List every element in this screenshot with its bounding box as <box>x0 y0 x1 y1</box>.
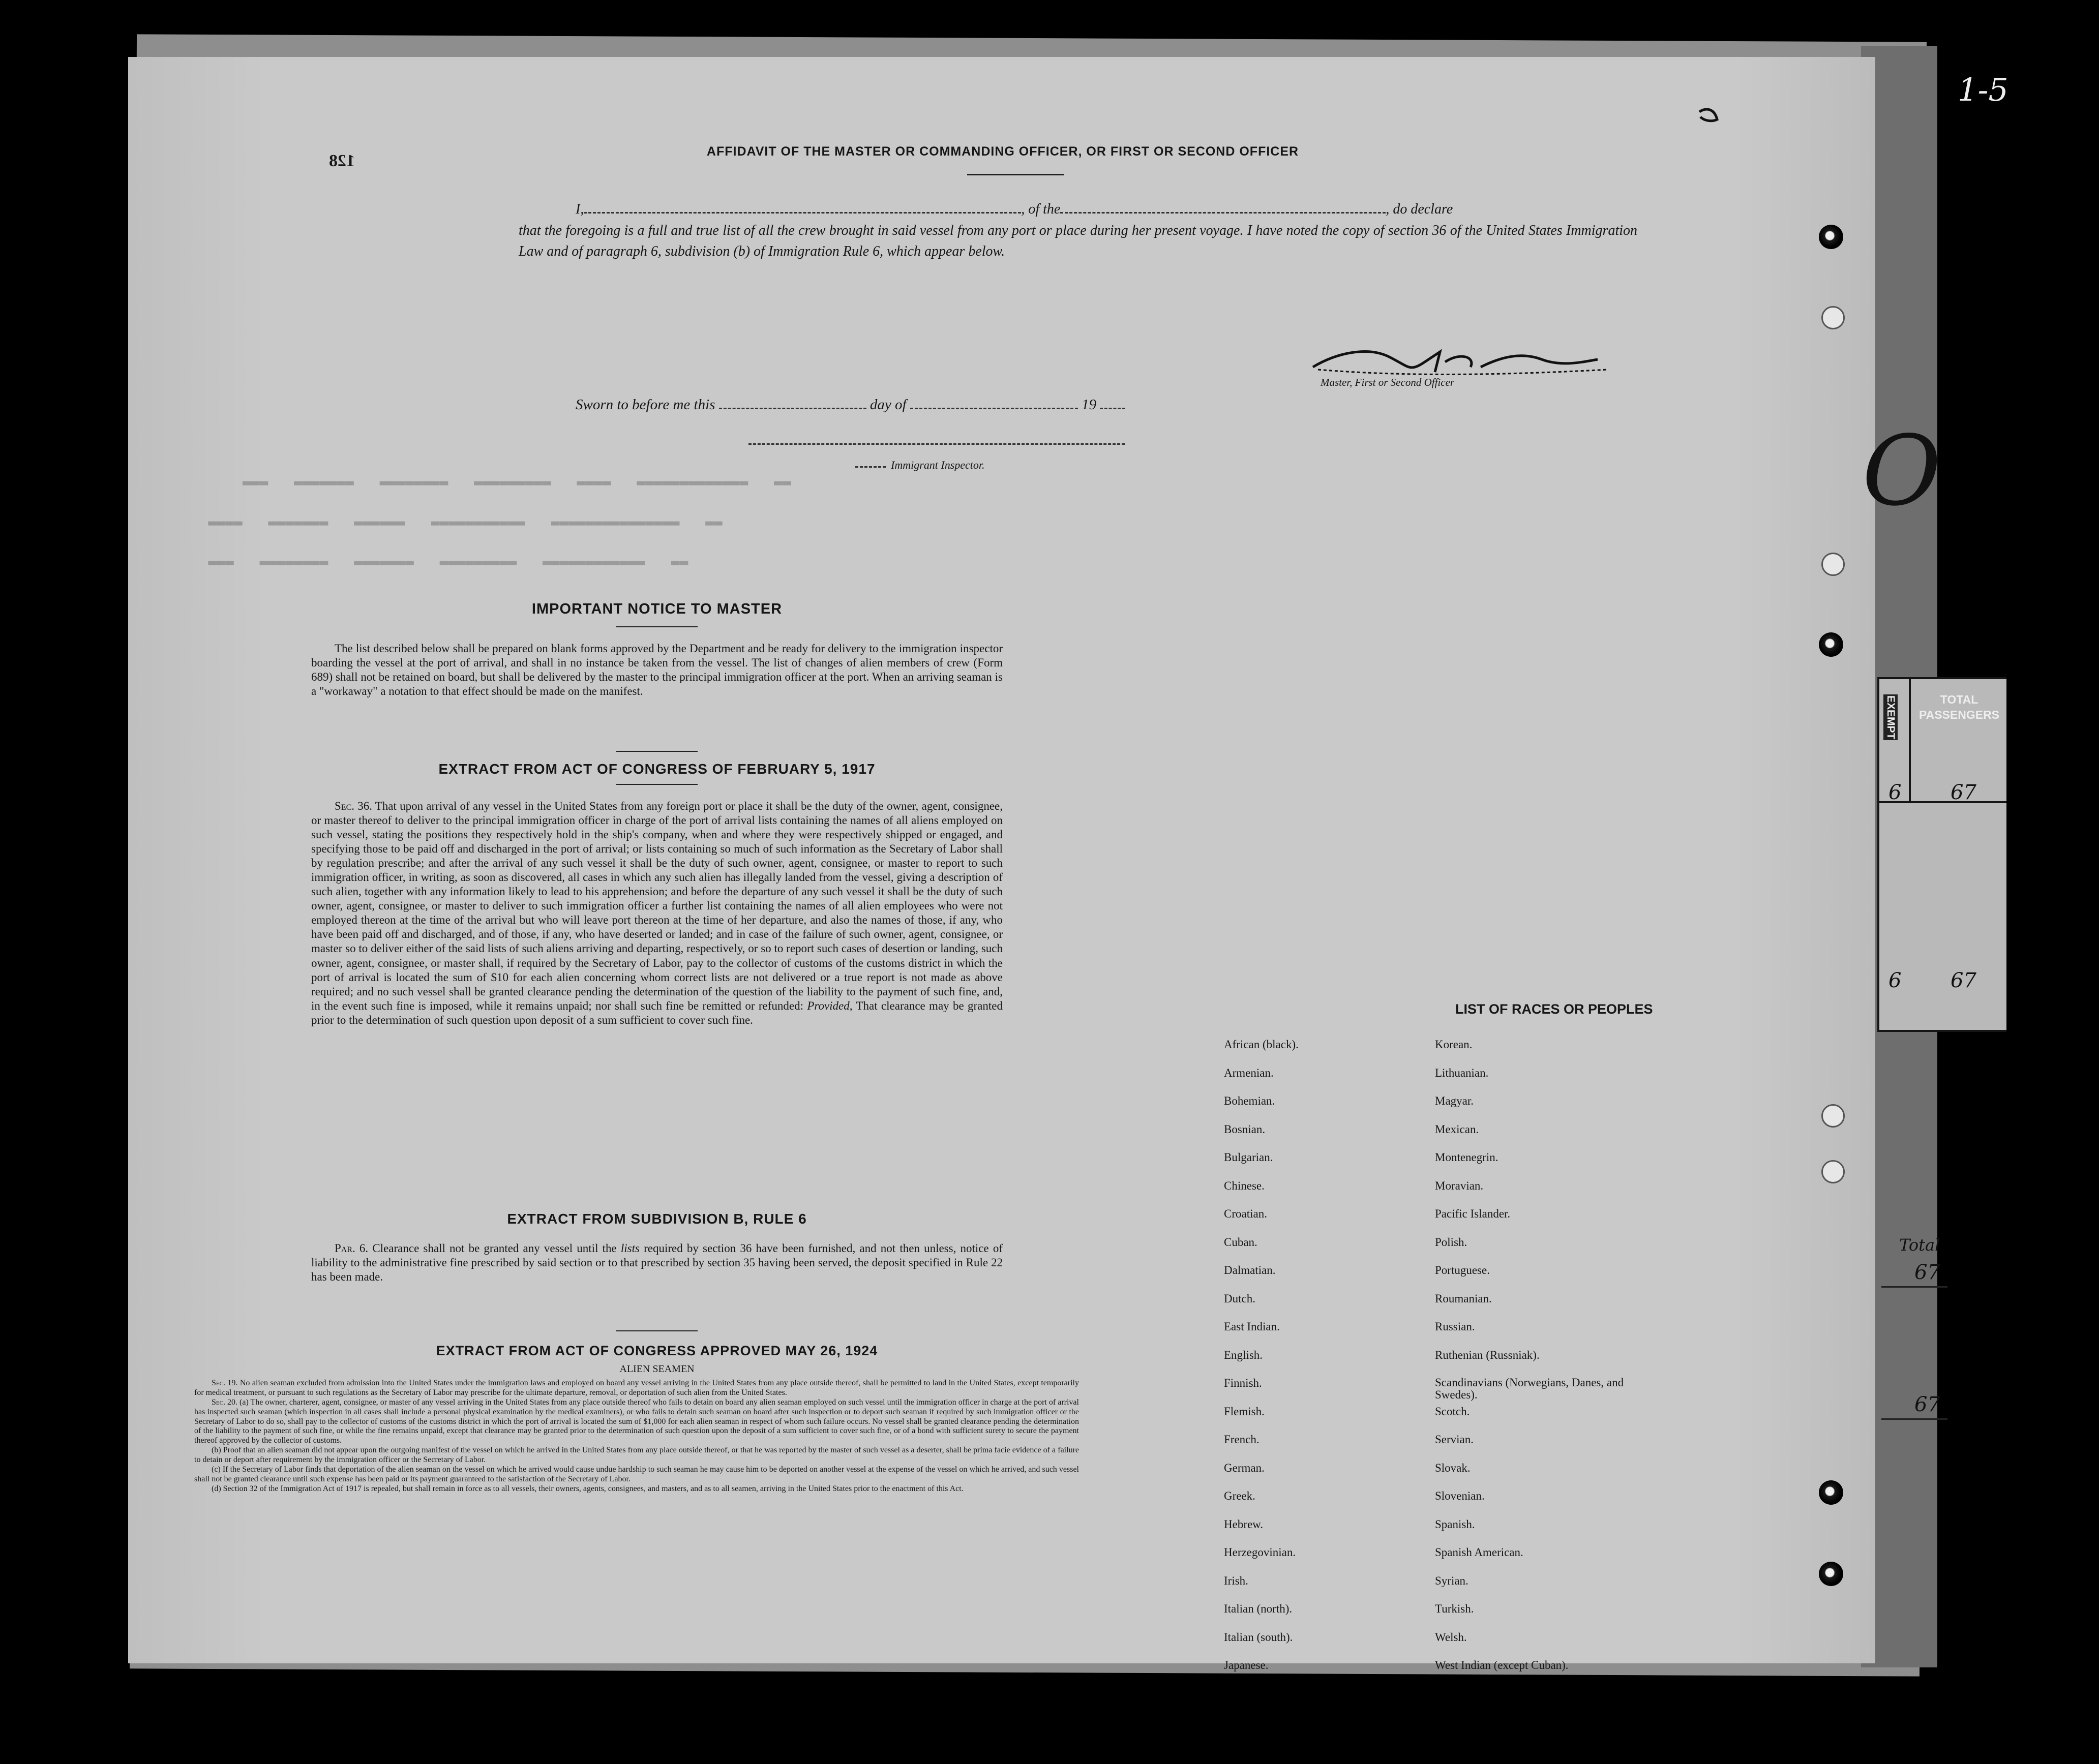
total-passengers-box <box>1877 677 2006 1032</box>
punch-hole <box>1819 225 1843 249</box>
sworn-month-blank <box>910 399 1078 409</box>
affidavit-declaration-line <box>576 199 1696 220</box>
section-36-block <box>311 799 1003 1027</box>
race-item: Scandinavians (Norwegians, Danes, and Swedes). <box>1435 1376 1624 1402</box>
race-item: Irish. <box>1224 1574 1248 1587</box>
race-item: Scotch. <box>1435 1405 1470 1418</box>
race-item: Ruthenian (Russniak). <box>1435 1348 1540 1361</box>
sworn-day-blank <box>719 399 866 409</box>
lists-word: lists <box>620 1242 640 1255</box>
race-item: Russian. <box>1435 1320 1475 1333</box>
notice-rule <box>616 626 698 627</box>
alien-seamen-subtitle: ALIEN SEAMEN <box>619 1363 695 1375</box>
races-title: LIST OF RACES OR PEOPLES <box>1455 1001 1653 1017</box>
sworn-day-label: day of <box>869 397 907 413</box>
race-item: Turkish. <box>1435 1602 1474 1615</box>
race-item: Flemish. <box>1224 1405 1265 1418</box>
sec-36-label: Sec. 36. <box>335 800 372 812</box>
title-rule <box>967 174 1064 175</box>
punch-hole <box>1819 1480 1843 1505</box>
race-item: Syrian. <box>1435 1574 1468 1587</box>
extract-1924-block <box>194 1379 1079 1494</box>
race-item: Lithuanian. <box>1435 1066 1489 1079</box>
race-item: Dalmatian. <box>1224 1264 1276 1276</box>
notice-title: IMPORTANT NOTICE TO MASTER <box>531 601 783 617</box>
sworn-line <box>576 397 1125 413</box>
sec-36-text-end: That clearance may be granted prior to the determination of such question upon deposit of a sum sufficient to cover such fine. <box>311 999 1003 1026</box>
sec-36-text: That upon arrival of any vessel in the United States from any foreign port or place it shall be the duty of the owner, agent, consignee, or master thereof to deliver to the principal immigration officer in charge of the port of arrival lists containing the names of all aliens employed on such vessel, stating the positions they respectively hold in the ship's company, when and where they were respectively shipped or engaged, and specifying those to be paid off and discharged in the port of arrival; or lists containing so much of such information as the Secretary of Labor shall by regulation prescribe; and after the arrival of any such vessel it shall be the duty of such owner, agent, consignee, or master to report to such immigration officer, in writing, as soon as discovered, all cases in which any such alien has illegally landed from the vessel, giving a description of such alien, together with any information likely to lead to his apprehension; and before the departure of any such vessel it shall be the duty of such owner, agent, consignee, or master to deliver to such immigration officer a further list containing the names of all alien employees who were not employed thereon at the time of the arrival but who will leave port thereon at the time of her departure, and also the names of those, if any, who have been paid off and discharged, and of those, if any, who have deserted or landed; and in case of the failure of such owner, agent, consignee, or master so to deliver either of the said lists of such aliens arriving and departing, respectively, or so to report such cases of desertion or landing, such owner, agent, consignee, or master shall, if required by the Secretary of Labor, pay to the collector of customs of the customs district in which the port of arrival is located the sum of $10 for each alien concerning whom correct lists are not delivered or a true report is not made as above required; and no such vessel shall be granted clearance pending the determination of the question of the liability to the payment of such fine, and, in the event such fine is imposed, while it remains unpaid; nor shall such fine be remitted or refunded: <box>311 800 1003 1012</box>
exempt-label: EXEMPT <box>1883 694 1898 740</box>
exempt-count-2: 6 <box>1888 969 1902 992</box>
race-item: Moravian. <box>1435 1179 1484 1192</box>
race-item: Greek. <box>1224 1489 1255 1502</box>
sworn-year-label: 19 <box>1082 397 1097 413</box>
race-item: Cuban. <box>1224 1235 1257 1249</box>
total-underline <box>1881 1418 1947 1420</box>
sec-20b-text: (b) Proof that an alien seaman did not appear upon the outgoing manifest of the vessel on which he arrived in the United States from any place outside thereof, or that he was reported by the master of such vessel as a deserter, shall be prima facie evidence of a failure to detain or deport after requirement by the immigration officer or the Secretary of Labor. <box>194 1446 1079 1464</box>
race-item: African (black). <box>1224 1038 1299 1051</box>
total-passengers-header: TOTAL PASSENGERS <box>1918 693 2000 721</box>
inspector-caption: Immigrant Inspector. <box>891 459 985 471</box>
race-item: Slovak. <box>1435 1461 1471 1474</box>
punch-hole <box>1819 1562 1843 1586</box>
corner-scribble <box>1694 102 1725 132</box>
total-underline <box>1881 1286 1947 1288</box>
vessel-blank <box>1060 203 1386 214</box>
bleed-through-text: ▬▬▬ ▬▬▬▬▬▬▬ ▬▬▬▬▬▬▬▬ ▬▬▬▬▬▬▬▬▬ ▬▬▬▬ ▬▬▬▬▬▬▬▬▬▬▬▬▬ ▬▬ ▬▬▬▬ ▬▬▬▬▬▬▬ ▬▬▬▬▬▬ ▬▬▬▬▬▬▬▬▬▬▬ ▬▬▬▬▬▬▬▬▬▬▬▬▬▬▬ ▬▬ ▬▬▬ ▬▬▬▬▬▬▬▬ ▬▬▬▬▬▬▬ ▬▬▬▬▬▬▬▬▬ ▬▬▬▬▬▬▬▬▬▬▬▬ ▬▬ <box>208 474 791 571</box>
race-item: Spanish American. <box>1435 1546 1523 1559</box>
punch-hole <box>1821 1160 1845 1183</box>
rule6-rule <box>616 1330 698 1331</box>
race-item: Pacific Islander. <box>1435 1207 1511 1220</box>
i-label: I, <box>576 201 584 217</box>
reverse-stamp-number: 128 <box>329 151 355 170</box>
race-item: Herzegovinian. <box>1224 1546 1296 1559</box>
race-item: Portuguese. <box>1435 1264 1490 1276</box>
race-item: Bosnian. <box>1224 1122 1266 1136</box>
par-6-label: Par. 6. <box>335 1242 369 1255</box>
declare-label: , do declare <box>1386 201 1453 217</box>
sec-20c-text: (c) If the Secretary of Labor finds that deportation of the alien seaman on the vessel on which he arrived would cause undue hardship to such seaman he may cause him to be deported on another vessel at the expense of the vessel on which he arrived, and such vessel shall not be granted clearance until such expense has been paid or its payment guaranteed to the satisfaction of the Secretary of Labor. <box>194 1465 1079 1483</box>
sec-20d-text: (d) Section 32 of the Immigration Act of 1917 is repealed, but shall remain in force as to all vessels, their owners, agents, consignees, and masters, and as to all seamen, arriving in the United States prior to the enactment of this Act. <box>212 1484 964 1493</box>
of-the-label: , of the <box>1021 201 1061 217</box>
race-item: Slovenian. <box>1435 1489 1485 1502</box>
race-item: Servian. <box>1435 1433 1474 1446</box>
rule6-block <box>311 1241 1003 1284</box>
notice-text: The list described below shall be prepared on blank forms approved by the Department and be ready for delivery to the immigration inspector boarding the vessel at the port of arrival, and shall in no instance be taken from the vessel. The list of changes of alien members of crew (Form 689) shall not be retained on board, but shall be delivered by the master to the principal immigration officer at the port. When an arriving seaman is a "workaway" a notation to that effect should be made on the manifest. <box>311 642 1003 698</box>
race-item: Croatian. <box>1224 1207 1267 1220</box>
rule6-title: EXTRACT FROM SUBDIVISION B, RULE 6 <box>507 1211 807 1227</box>
race-item: Welsh. <box>1435 1630 1467 1644</box>
race-item: Hebrew. <box>1224 1517 1264 1531</box>
provided-label: Provided, <box>807 999 853 1012</box>
race-item: Dutch. <box>1224 1292 1255 1305</box>
punch-hole <box>1819 632 1843 657</box>
total-label: Total <box>1899 1235 1940 1255</box>
punch-hole <box>1821 1104 1845 1128</box>
inspector-signature-line <box>748 443 1125 445</box>
sec-19-text: No alien seaman excluded from admission into the United States under the immigration laws and employed on board any vessel arriving in the United States from any place outside thereof, shall be permitted to land in the United States, except temporarily for medical treatment, or pursuant to such regulations as the Secretary of Labor may prescribe for the ultimate departure, removal, or deportation of such alien from the United States. <box>194 1379 1079 1397</box>
sec-19-label: Sec. 19. <box>212 1379 238 1387</box>
race-item: French. <box>1224 1433 1260 1446</box>
inspector-dash <box>855 466 886 468</box>
extract-1917-rule-top <box>616 751 698 752</box>
race-item: Chinese. <box>1224 1179 1265 1192</box>
name-blank <box>584 203 1021 214</box>
page-number: 1-5 <box>1958 71 2008 108</box>
race-item: Finnish. <box>1224 1377 1262 1389</box>
race-item: West Indian (except Cuban). <box>1435 1659 1569 1671</box>
sec-20a-text: (a) The owner, charterer, agent, consignee, or master of any vessel arriving in the United States from any place outside thereof who fails to detain on board any alien seaman employed on such vessel until the immigration officer in charge at the port of arrival has inspected such seaman (which inspection in all cases shall include a personal physical examination by the medical examiners), or who fails to detain such seaman on board after such inspection or to deport such seaman if required by such immigration officer or the Secretary of Labor to do so, shall pay to the collector of customs of the customs district in which the port of arrival is located the sum of $1,000 for each alien seaman in respect of whom such failure occurs. No vessel shall be granted clearance pending the determination of the liability to the payment of such fine, or while the fine remains unpaid, except that clearance may be granted prior to the determination of such question upon the deposit of a sum sufficient to cover such fine, or of a bond with sufficient surety to secure the payment thereof approved by the collector of customs. <box>194 1397 1079 1445</box>
race-item: Polish. <box>1435 1235 1467 1249</box>
signature-caption: Master, First or Second Officer <box>1321 376 1455 388</box>
race-item: English. <box>1224 1348 1263 1361</box>
race-item: German. <box>1224 1461 1265 1474</box>
race-item: Montenegrin. <box>1435 1151 1498 1164</box>
sworn-prefix: Sworn to before me this <box>576 397 715 413</box>
race-item: Japanese. <box>1224 1659 1269 1671</box>
total-count-1: 67 <box>1951 781 1976 804</box>
sworn-year-blank <box>1100 399 1125 409</box>
affidavit-title: AFFIDAVIT OF THE MASTER OR COMMANDING OFFICER, OR FIRST OR SECOND OFFICER <box>706 144 1299 159</box>
affidavit-body: that the foregoing is a full and true list of all the crew brought in said vessel from any port or place during her present voyage. I have noted the copy of section 36 of the United States Immigration Law and of paragraph 6, subdivision (b) of Immigration Rule 6, which appear below. <box>519 223 1637 259</box>
race-item: Magyar. <box>1435 1094 1474 1107</box>
race-item: Korean. <box>1435 1038 1473 1051</box>
handwritten-circle-mark: O <box>1862 415 1941 527</box>
race-item: Bohemian. <box>1224 1094 1275 1107</box>
race-item: Bulgarian. <box>1224 1151 1273 1164</box>
par-6-text-end: required by section 36 have been furnished, and not then unless, notice of liability to the administrative fine prescribed by said section or to that prescribed by section 35 having been served, the deposit specified in Rule 22 has been made. <box>311 1242 1003 1284</box>
race-item: East Indian. <box>1224 1320 1280 1333</box>
total-count-2: 67 <box>1951 969 1976 992</box>
extract-1924-title: EXTRACT FROM ACT OF CONGRESS APPROVED MAY 26, 1924 <box>436 1343 878 1358</box>
race-item: Mexican. <box>1435 1122 1479 1136</box>
exempt-count-1: 6 <box>1888 781 1902 804</box>
total-count-4: 67 <box>1914 1393 1940 1416</box>
total-count-3: 67 <box>1914 1261 1940 1284</box>
race-item: Armenian. <box>1224 1066 1274 1079</box>
race-item: Roumanian. <box>1435 1292 1492 1305</box>
extract-1917-rule <box>616 784 698 785</box>
race-item: Spanish. <box>1435 1517 1475 1531</box>
par-6-text: Clearance shall not be granted any vessel until the <box>372 1242 617 1255</box>
punch-hole <box>1821 306 1845 329</box>
punch-hole <box>1821 553 1845 576</box>
extract-1917-title: EXTRACT FROM ACT OF CONGRESS OF FEBRUARY 5, 1917 <box>438 761 876 777</box>
race-item: Italian (north). <box>1224 1602 1293 1615</box>
sec-20-label: Sec. 20. <box>212 1397 237 1407</box>
race-item: Italian (south). <box>1224 1630 1293 1644</box>
notice-text-block <box>311 642 1003 698</box>
